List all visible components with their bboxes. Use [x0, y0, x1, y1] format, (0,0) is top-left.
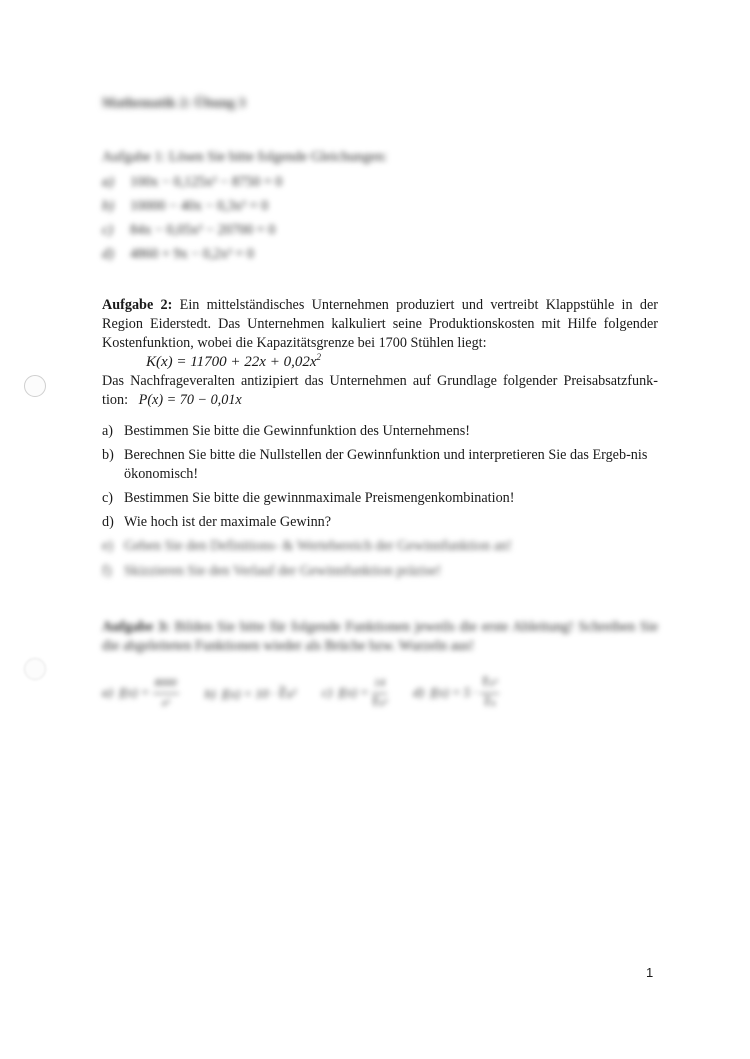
document-title: Mathematik 2: Übung 3: [102, 96, 246, 111]
function-list: [102, 674, 658, 713]
function-item: [102, 674, 179, 713]
fraction-numerator: ∜x³: [480, 674, 499, 694]
equation-label: c): [102, 222, 114, 238]
fraction-numerator: 14: [372, 674, 387, 694]
equation: 100x − 0,125x² − 8750 = 0: [130, 174, 283, 190]
task-item-blurred: [102, 537, 658, 556]
function-label: c): [322, 684, 333, 700]
equation-label: b): [102, 198, 114, 214]
demand-paragraph: [102, 372, 658, 410]
aufgabe-3-title: Aufgabe 3:: [102, 619, 170, 635]
cost-function-expr: K(x) = 11700 + 22x + 0,02x: [146, 354, 317, 370]
equation: 84x − 0,05x² − 20700 = 0: [130, 222, 276, 238]
function-prefix: f(x) =: [338, 684, 369, 700]
function-fraction: [480, 674, 499, 713]
equation-row: [102, 173, 658, 192]
function-item: [413, 674, 499, 713]
aufgabe-2: [102, 296, 658, 410]
function-label: a): [102, 684, 113, 700]
equation: 10000 − 40x − 0,3x² = 0: [130, 198, 269, 214]
function-item: [205, 684, 296, 703]
fraction-denominator: ∜x³: [371, 697, 388, 709]
task-label: c): [102, 490, 114, 506]
function-fraction: [372, 674, 387, 713]
aufgabe-2-tasks: [102, 422, 658, 587]
fraction-numerator: 8000: [153, 674, 179, 694]
punch-hole-bottom: [24, 658, 46, 680]
function-fraction: [153, 674, 179, 713]
function-prefix: f(x) =: [119, 684, 150, 700]
equation-row: [102, 245, 658, 264]
function-label: d): [413, 684, 424, 700]
equation-row: [102, 197, 658, 216]
aufgabe-3-text-block: [102, 618, 658, 656]
punch-hole-top: [24, 375, 46, 397]
function-item: [322, 674, 387, 713]
aufgabe-3-text: Bilden Sie bitte für folgende Funktionen jeweils die erste Ableitung! Schreiben Sie die abgeleiteten Funktionen wieder als Brüche bzw. Wurzeln aus!: [102, 619, 658, 654]
function-prefix: f(x) = 10 · ∛x²: [222, 686, 297, 701]
function-prefix: f(x) = 5 ·: [430, 684, 477, 700]
function-label: b): [204, 686, 216, 701]
price-function: P(x) = 70 − 0,01x: [138, 392, 242, 408]
task-item: [102, 513, 658, 532]
demand-text: Das Nachfrageveralten antizipiert das Unternehmen auf Grundlage folgender Preisabsatzfunk-tion:: [102, 373, 658, 408]
task-item: [102, 446, 658, 484]
cost-function: [146, 353, 658, 372]
task-text: Berechnen Sie bitte die Nullstellen der Gewinnfunktion und interpretieren Sie das Ergeb-nis ökonomisch!: [124, 447, 648, 482]
cost-function-exponent: 2: [316, 352, 321, 362]
task-label: d): [102, 514, 114, 530]
fraction-denominator: x²: [161, 697, 170, 709]
task-label: a): [102, 423, 114, 439]
task-item: [102, 489, 658, 508]
page-number: 1: [646, 965, 654, 980]
aufgabe-2-intro-text: Ein mittelständisches Unternehmen produziert und vertreibt Klappstühle in der Region Eiderstedt. Das Unternehmen kalkuliert seine Produktionskosten mit Hilfe folgender Kostenfunktion, wobei die Kapazitätsgrenze bei 1700 Stühlen liegt:: [102, 297, 658, 351]
equation-label: a): [102, 174, 114, 190]
aufgabe-1: [102, 148, 658, 269]
task-label: e): [102, 538, 114, 554]
fraction-denominator: ∛x: [483, 697, 496, 709]
task-item: [102, 422, 658, 441]
task-item-blurred: [102, 562, 658, 581]
task-text: Skizzieren Sie den Verlauf der Gewinnfunktion präzise!: [124, 563, 442, 579]
task-label: f): [102, 563, 112, 579]
equation-row: [102, 221, 658, 240]
aufgabe-2-intro: [102, 296, 658, 353]
task-text: Wie hoch ist der maximale Gewinn?: [124, 514, 332, 530]
aufgabe-3: [102, 618, 658, 713]
aufgabe-2-title: Aufgabe 2:: [102, 297, 173, 313]
equation: 4860 + 9x − 0,2x² = 0: [130, 246, 255, 262]
aufgabe-1-title: Aufgabe 1: Lösen Sie bitte folgende Gleichungen:: [102, 149, 388, 165]
task-text: Bestimmen Sie bitte die Gewinnfunktion des Unternehmens!: [124, 423, 470, 439]
task-text: Bestimmen Sie bitte die gewinnmaximale Preismengenkombination!: [124, 490, 515, 506]
equation-label: d): [102, 246, 114, 262]
task-text: Geben Sie den Definitions- & Wertebereich der Gewinnfunktion an!: [124, 538, 512, 554]
task-label: b): [102, 447, 114, 463]
